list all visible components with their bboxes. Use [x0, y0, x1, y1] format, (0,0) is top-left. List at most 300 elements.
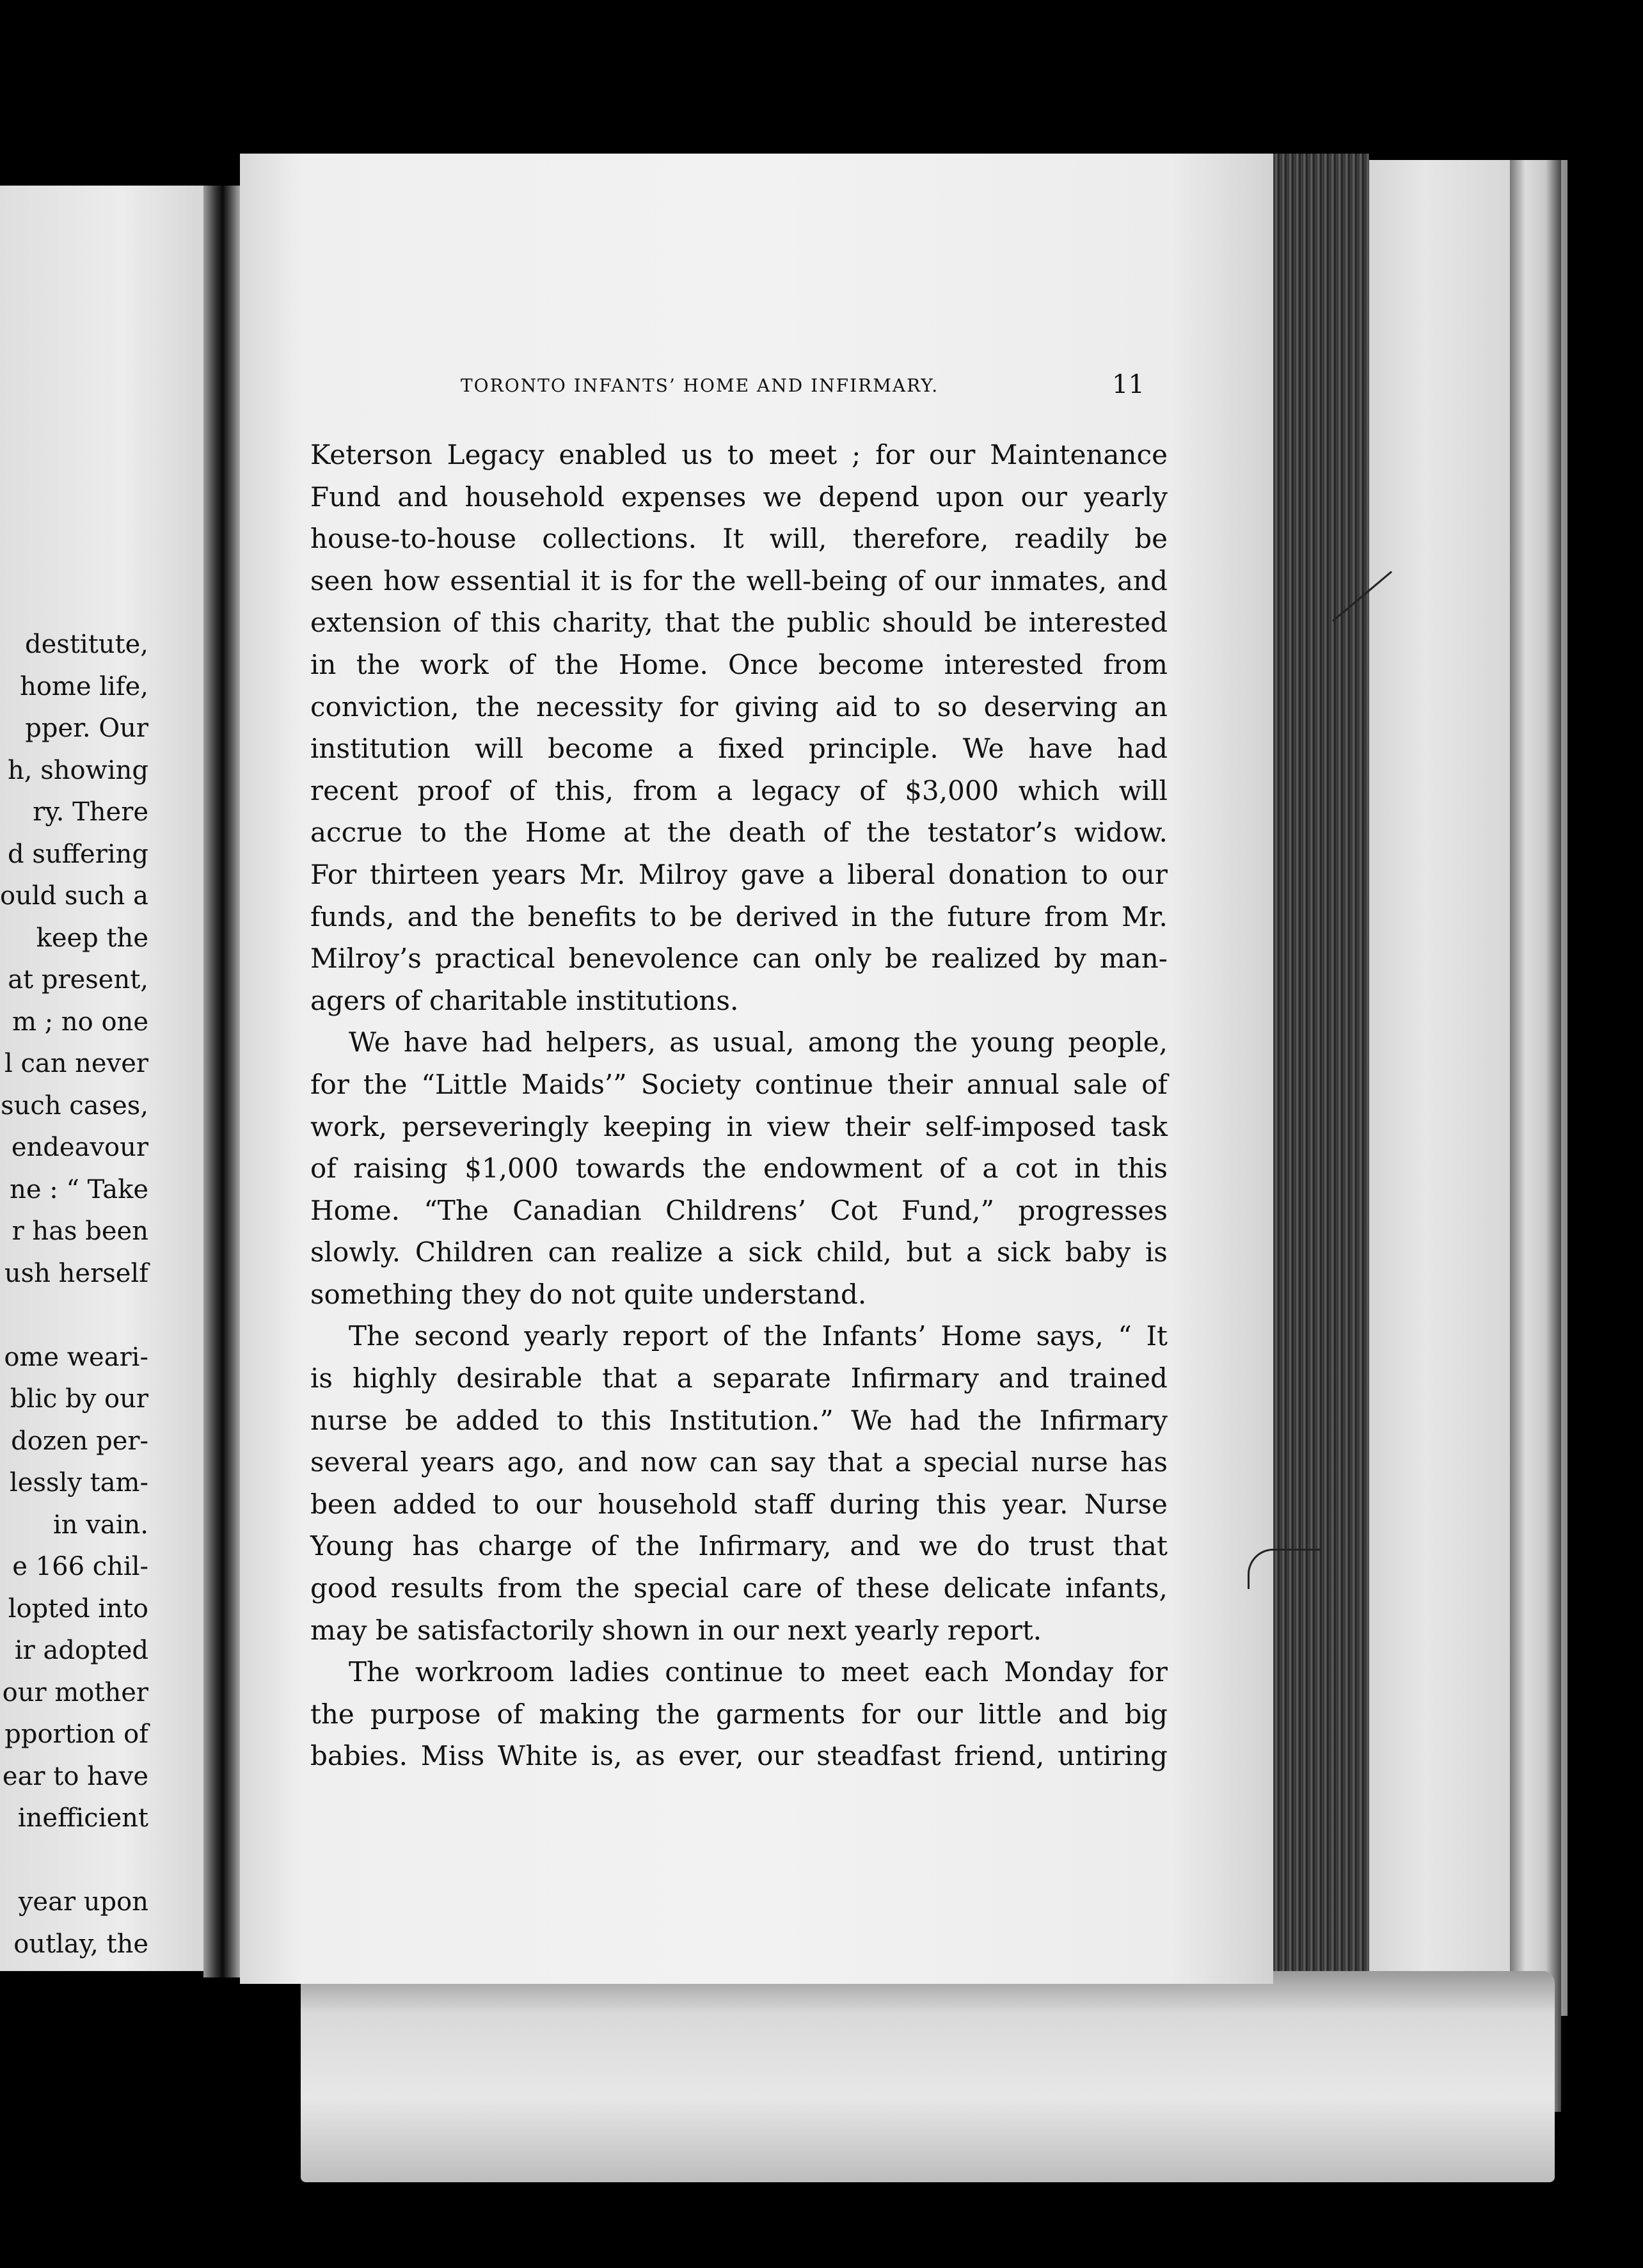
- word: people,: [1068, 1026, 1168, 1058]
- word: thirteen: [369, 858, 479, 890]
- left-page-line: [0, 1840, 148, 1882]
- word: purpose: [370, 1698, 481, 1730]
- word: giving: [734, 691, 819, 723]
- word: become: [548, 733, 654, 765]
- word: to: [419, 817, 447, 849]
- word: deserving: [983, 691, 1118, 723]
- word: Fund: [310, 481, 381, 513]
- word: delicate: [943, 1572, 1052, 1604]
- word: the: [475, 691, 520, 723]
- word: results: [390, 1572, 484, 1604]
- left-page-line: e 166 chil-: [12, 1552, 148, 1581]
- word: of: [508, 648, 535, 680]
- left-page-line: d suffering: [8, 839, 148, 869]
- word: to: [727, 439, 754, 470]
- text-line: [310, 1651, 1168, 1693]
- word: will: [1118, 774, 1168, 806]
- text-line: [310, 1147, 1168, 1190]
- pencil-bracket-mark: [1248, 1549, 1320, 1589]
- word: desirable: [456, 1362, 583, 1394]
- word: Fund,”: [901, 1194, 994, 1226]
- running-head: TORONTO INFANTS’ HOME AND INFIRMARY.: [461, 375, 939, 396]
- left-page-line: endeavour: [11, 1133, 148, 1162]
- word: yearly: [1084, 481, 1168, 513]
- left-page-line: ould such a: [0, 881, 148, 911]
- left-page-line: lopted into: [8, 1593, 148, 1624]
- word: Mr.: [1122, 900, 1168, 932]
- word: helpers,: [545, 1026, 656, 1058]
- word: now: [640, 1446, 697, 1478]
- word: to: [1081, 858, 1108, 890]
- word: the: [575, 1572, 620, 1604]
- left-page-line: [0, 1295, 148, 1337]
- word: liberal: [847, 858, 935, 890]
- word: annual: [966, 1068, 1060, 1100]
- word: it: [580, 564, 601, 596]
- word: of: [310, 1153, 337, 1185]
- word: Monday: [1004, 1656, 1114, 1688]
- left-page: [0, 186, 205, 1971]
- word: cot: [1015, 1153, 1058, 1185]
- word: The: [349, 1320, 400, 1352]
- word: death: [728, 817, 806, 849]
- text-line: [310, 434, 1168, 476]
- word: and: [1058, 1698, 1109, 1730]
- word: have: [1028, 733, 1093, 765]
- text-line: [310, 644, 1168, 686]
- word: infants,: [1065, 1572, 1168, 1604]
- left-page-line: ne : “ Take: [10, 1174, 148, 1204]
- word: that: [1113, 1530, 1168, 1562]
- word: proof: [417, 774, 490, 806]
- word: a: [678, 733, 694, 765]
- word: can: [709, 1446, 758, 1478]
- word: Home: [941, 1320, 1022, 1352]
- word: babies.: [310, 1740, 408, 1772]
- word: ago,: [507, 1446, 566, 1478]
- text-line: [310, 1735, 1168, 1777]
- word: Miss: [420, 1740, 485, 1772]
- word: household: [464, 481, 605, 513]
- word: ever,: [678, 1740, 744, 1772]
- word: be: [884, 943, 918, 975]
- word: can: [548, 1236, 597, 1268]
- word: public: [786, 607, 871, 639]
- left-page-line: h, showing: [8, 755, 148, 785]
- word: the: [667, 817, 711, 849]
- word: the: [635, 1530, 680, 1562]
- word: meet: [768, 439, 837, 470]
- word: self-imposed: [925, 1110, 1096, 1142]
- word: a: [894, 1446, 911, 1478]
- text-line: [310, 854, 1168, 896]
- word: had: [1117, 733, 1168, 765]
- word: Canadian: [512, 1194, 642, 1226]
- text-line-content: something they do not quite understand.: [310, 1278, 867, 1310]
- word: of: [509, 774, 536, 806]
- left-page-line: our mother: [2, 1677, 148, 1707]
- word: $3,000: [905, 774, 999, 806]
- word: towards: [575, 1153, 686, 1185]
- text-line: [310, 811, 1168, 854]
- word: of: [452, 607, 479, 639]
- word: interested: [944, 648, 1083, 680]
- word: “: [1118, 1320, 1132, 1352]
- word: the: [464, 817, 508, 849]
- word: baby: [1065, 1236, 1131, 1268]
- word: trained: [1068, 1362, 1168, 1394]
- word: report: [622, 1320, 708, 1352]
- word: Institution.”: [669, 1404, 834, 1436]
- word: “The: [424, 1194, 489, 1226]
- left-page-line: outlay, the: [13, 1929, 148, 1959]
- book-bottom-edge: [301, 1971, 1555, 2182]
- left-page-line: at present,: [8, 965, 148, 994]
- word: Once: [728, 648, 798, 680]
- word: usual,: [713, 1026, 795, 1058]
- word: to: [798, 1656, 826, 1688]
- word: We: [851, 1404, 893, 1436]
- word: Society: [640, 1068, 742, 1100]
- word: the: [656, 1698, 700, 1730]
- word: endowment: [763, 1153, 923, 1185]
- word: work,: [310, 1110, 388, 1142]
- word: the: [363, 1068, 408, 1100]
- text-line: [310, 1483, 1168, 1526]
- word: Home: [525, 817, 607, 849]
- word: task: [1111, 1110, 1168, 1142]
- word: an: [1134, 691, 1168, 723]
- word: view: [767, 1110, 830, 1142]
- word: has: [1120, 1446, 1168, 1478]
- word: raising: [353, 1153, 448, 1185]
- word: future: [947, 900, 1031, 932]
- word: the: [866, 817, 910, 849]
- word: can: [752, 943, 801, 975]
- text-line-content: may be satisfactorily shown in our next yearly report.: [310, 1614, 1042, 1646]
- text-line-content: agers of charitable institutions.: [310, 984, 739, 1016]
- word: second: [414, 1320, 510, 1352]
- word: Infirmary: [1039, 1404, 1168, 1436]
- word: have: [403, 1026, 468, 1058]
- left-page-line: ry. There: [33, 797, 148, 827]
- text-line: [310, 896, 1168, 938]
- word: Milroy: [638, 858, 727, 890]
- word: for: [679, 691, 718, 723]
- word: a: [717, 774, 733, 806]
- word: charge: [478, 1530, 573, 1562]
- left-page-text: [0, 624, 148, 1965]
- word: of: [898, 564, 925, 596]
- word: ladies: [569, 1656, 650, 1688]
- word: sale: [1073, 1068, 1128, 1100]
- word: this: [935, 1488, 987, 1520]
- word: is: [1145, 1236, 1168, 1268]
- word: that: [664, 607, 720, 639]
- text-line: [310, 518, 1168, 560]
- word: funds,: [310, 900, 395, 932]
- word: a: [717, 1236, 734, 1268]
- word: is,: [591, 1740, 623, 1772]
- word: and: [850, 1530, 901, 1562]
- word: in: [851, 900, 878, 932]
- book-gutter: [203, 186, 242, 1977]
- word: staff: [753, 1488, 814, 1520]
- word: gave: [740, 858, 806, 890]
- word: It: [722, 523, 744, 555]
- word: will: [474, 733, 524, 765]
- left-page-line: m ; no one: [12, 1007, 148, 1037]
- word: how: [383, 564, 440, 596]
- word: will,: [769, 523, 827, 555]
- word: we: [763, 481, 802, 513]
- word: Infirmary,: [698, 1530, 832, 1562]
- word: workroom: [415, 1656, 555, 1688]
- text-line: [310, 1609, 1168, 1652]
- text-line: [310, 1064, 1168, 1106]
- word: and: [407, 900, 458, 932]
- word: among: [807, 1026, 900, 1058]
- left-page-line: lessly tam-: [10, 1468, 148, 1497]
- word: aid: [835, 691, 877, 723]
- word: from: [1103, 648, 1168, 680]
- word: Legacy: [447, 439, 544, 470]
- word: inmates,: [990, 564, 1107, 596]
- word: a: [966, 1236, 983, 1268]
- word: Nurse: [1084, 1488, 1168, 1520]
- word: is: [610, 564, 633, 596]
- word: this: [1117, 1153, 1168, 1185]
- word: enabled: [559, 439, 667, 470]
- word: work: [420, 648, 489, 680]
- word: realize: [610, 1236, 703, 1268]
- word: nurse: [1031, 1446, 1108, 1478]
- word: which: [1018, 774, 1100, 806]
- word: institution: [310, 733, 450, 765]
- word: at: [623, 817, 651, 849]
- word: and: [1117, 564, 1168, 596]
- text-line: [310, 1106, 1168, 1148]
- left-page-line: home life,: [20, 671, 148, 701]
- word: a: [818, 858, 834, 890]
- left-page-line: ir adopted: [14, 1636, 148, 1665]
- word: has: [412, 1530, 460, 1562]
- text-line: [310, 728, 1168, 770]
- text-line: [310, 938, 1168, 980]
- word: essential: [450, 564, 571, 596]
- text-line: [310, 1021, 1168, 1064]
- word: depend: [818, 481, 919, 513]
- text-line: [310, 686, 1168, 728]
- left-page-line: pportion of: [4, 1720, 148, 1749]
- left-page-line: inefficient: [17, 1803, 148, 1833]
- page-body-text: [310, 434, 1168, 1777]
- text-line: [310, 980, 1168, 1022]
- word: Maids’”: [521, 1068, 627, 1100]
- word: from: [1044, 900, 1109, 932]
- word: readily: [1014, 523, 1109, 555]
- word: trust: [1028, 1530, 1094, 1562]
- word: be: [1134, 523, 1168, 555]
- word: but: [906, 1236, 952, 1268]
- word: sick: [748, 1236, 802, 1268]
- word: household: [598, 1488, 738, 1520]
- word: child,: [816, 1236, 892, 1268]
- word: that: [602, 1362, 657, 1394]
- left-page-line: ome weari-: [4, 1342, 148, 1372]
- word: for: [861, 1698, 901, 1730]
- word: separate: [712, 1362, 831, 1394]
- word: the: [310, 1698, 354, 1730]
- word: and: [998, 1362, 1049, 1394]
- word: had: [910, 1404, 961, 1436]
- text-line: [310, 770, 1168, 812]
- word: be: [689, 900, 723, 932]
- word: collections.: [542, 523, 697, 555]
- word: become: [818, 648, 925, 680]
- word: year.: [1003, 1488, 1068, 1520]
- word: extension: [310, 607, 441, 639]
- word: for: [875, 439, 915, 470]
- word: continue: [754, 1068, 873, 1100]
- word: charity,: [552, 607, 653, 639]
- word: each: [924, 1656, 989, 1688]
- word: conviction,: [310, 691, 459, 723]
- word: a: [982, 1153, 999, 1185]
- word: benefits: [527, 900, 637, 932]
- word: to: [649, 900, 677, 932]
- word: the: [914, 1026, 958, 1058]
- word: the: [554, 648, 599, 680]
- word: making: [539, 1698, 640, 1730]
- text-line: [310, 1274, 1168, 1316]
- word: legacy: [752, 774, 841, 806]
- word: Maintenance: [990, 439, 1168, 470]
- text-line: [310, 1693, 1168, 1736]
- word: as: [669, 1026, 699, 1058]
- word: us: [681, 439, 713, 470]
- word: slowly.: [310, 1236, 401, 1268]
- word: Milroy’s: [310, 943, 422, 975]
- word: It: [1146, 1320, 1168, 1352]
- word: added: [456, 1404, 539, 1436]
- word: of: [823, 817, 850, 849]
- word: therefore,: [852, 523, 989, 555]
- word: this,: [554, 774, 614, 806]
- word: our: [757, 1740, 804, 1772]
- word: be: [983, 607, 1017, 639]
- word: of: [939, 1153, 965, 1185]
- word: keeping: [603, 1110, 712, 1142]
- word: interested: [1028, 607, 1168, 639]
- word: steadfast: [816, 1740, 941, 1772]
- word: these: [855, 1572, 930, 1604]
- word: our: [916, 1698, 963, 1730]
- word: the: [731, 607, 775, 639]
- word: to: [556, 1404, 584, 1436]
- left-page-line: dozen per-: [11, 1426, 148, 1456]
- text-line: [310, 560, 1168, 602]
- word: accrue: [310, 817, 403, 849]
- word: Young: [310, 1530, 394, 1562]
- text-line: [310, 602, 1168, 644]
- word: say: [770, 1446, 816, 1478]
- word: widow.: [1074, 817, 1168, 849]
- word: the: [702, 1153, 747, 1185]
- word: We: [349, 1026, 390, 1058]
- word: donation: [948, 858, 1068, 890]
- word: fixed: [718, 733, 784, 765]
- word: Infants’: [822, 1320, 926, 1352]
- word: meet: [841, 1656, 909, 1688]
- word: the: [356, 648, 401, 680]
- word: for: [642, 564, 682, 596]
- word: that: [827, 1446, 883, 1478]
- word: had: [481, 1026, 532, 1058]
- word: house-to-house: [310, 523, 517, 555]
- left-page-line: blic by our: [10, 1384, 148, 1414]
- text-line: [310, 1400, 1168, 1442]
- word: the: [978, 1404, 1022, 1436]
- word: testator’s: [927, 817, 1058, 849]
- word: nurse: [310, 1404, 388, 1436]
- word: our: [928, 439, 976, 470]
- word: yearly: [524, 1320, 608, 1352]
- text-line: [310, 1441, 1168, 1483]
- word: from: [497, 1572, 562, 1604]
- word: our: [1121, 858, 1168, 890]
- left-page-line: such cases,: [1, 1090, 148, 1121]
- left-page-line: year upon: [18, 1887, 148, 1917]
- word: do: [976, 1530, 1010, 1562]
- word: expenses: [621, 481, 747, 513]
- word: Home.: [618, 648, 708, 680]
- word: of: [816, 1572, 843, 1604]
- word: so: [937, 691, 967, 723]
- word: of: [591, 1530, 617, 1562]
- word: We: [962, 733, 1004, 765]
- text-line: [310, 1357, 1168, 1400]
- word: for: [1129, 1656, 1168, 1688]
- word: and: [577, 1446, 628, 1478]
- word: The: [349, 1656, 400, 1688]
- word: of: [859, 774, 886, 806]
- word: our: [933, 564, 981, 596]
- word: well-being: [746, 564, 888, 596]
- word: to: [492, 1488, 520, 1520]
- word: For: [310, 858, 357, 890]
- word: the: [763, 1320, 807, 1352]
- word: Cot: [830, 1194, 878, 1226]
- left-page-line: destitute,: [25, 630, 148, 659]
- text-line: [310, 1190, 1168, 1232]
- word: as: [635, 1740, 665, 1772]
- word: young: [971, 1026, 1055, 1058]
- word: a: [676, 1362, 693, 1394]
- word: for: [310, 1068, 349, 1100]
- word: practical: [434, 943, 555, 975]
- word: by: [1054, 943, 1086, 975]
- left-page-line: l can never: [4, 1049, 148, 1078]
- word: the: [692, 564, 736, 596]
- word: sick: [996, 1236, 1051, 1268]
- word: the: [890, 900, 935, 932]
- word: principle.: [808, 733, 939, 765]
- word: of: [496, 1698, 523, 1730]
- word: Infirmary: [850, 1362, 980, 1394]
- text-line: [310, 1525, 1168, 1567]
- left-page-line: ear to have: [2, 1761, 148, 1791]
